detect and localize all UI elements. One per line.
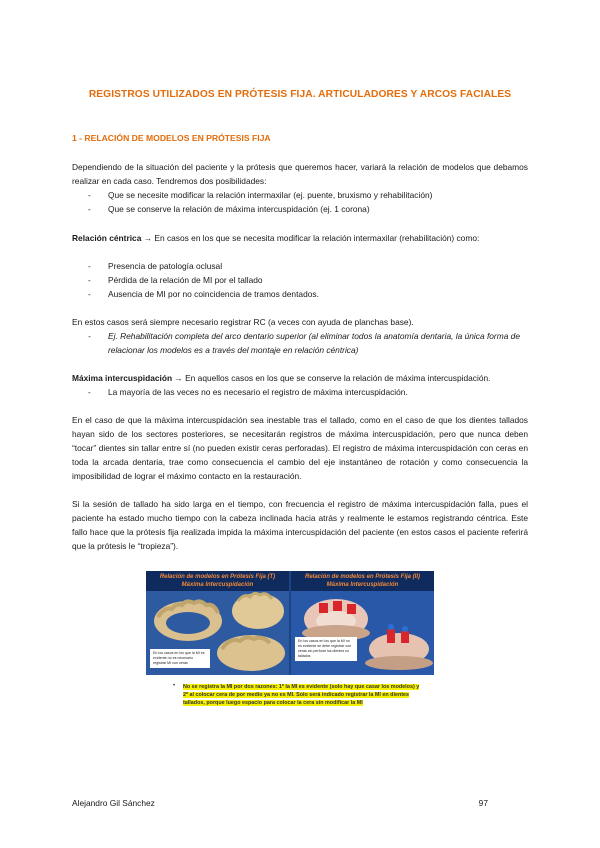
rc-list <box>72 259 528 301</box>
figure-panel-left <box>146 571 289 675</box>
list-item: - Que se necesite modificar la relación intermaxilar (ej. puente, bruxismo y rehabilitación) <box>72 188 528 202</box>
figure-panel-right <box>291 571 434 675</box>
footer-author: Alejandro Gil Sánchez <box>72 798 155 808</box>
panel-caption: En los casos en los que la MI es evidente no es necesario registrar MI con ceras <box>150 649 210 668</box>
document-title: REGISTROS UTILIZADOS EN PRÓTESIS FIJA. ARTICULADORES Y ARCOS FACIALES <box>88 89 512 100</box>
arrow-icon: → <box>174 373 183 383</box>
list-item: - Ausencia de MI por no coincidencia de tramos dentados. <box>72 287 528 301</box>
rc-example-list <box>72 329 528 357</box>
figure-models <box>146 571 434 675</box>
bullet-icon: • <box>173 683 176 689</box>
rc-text: En casos en los que se necesita modificar la relación intermaxilar (rehabilitación) como: <box>154 233 480 243</box>
arrow-icon: → <box>143 233 153 243</box>
section-heading: 1 - RELACIÓN DE MODELOS EN PRÓTESIS FIJA <box>72 133 271 143</box>
rc-note: En estos casos será siempre necesario registrar RC (a veces con ayuda de planchas base). <box>72 317 414 327</box>
paragraph-long-session: Si la sesión de tallado ha sido larga en el tiempo, con frecuencia el registro de máxima intercuspidación falla, pues el paciente ha estado mucho tiempo con la cabeza inclinada hacia atrás y realmente le estamos registrando céntrica. Este fallo hace que la prótesis fija realizada impida la máxima intercuspidación del paciente (en estos casos el paciente referirá que la prótesis le “tropieza”). <box>72 499 528 551</box>
list-item: - Ej. Rehabilitación completa del arco dentario superior (al eliminar todos la anatomía dentaria, la única forma de relacionar los modelos es a través del montaje en relación céntrica) <box>72 329 528 357</box>
page-footer <box>72 798 528 808</box>
mi-paragraph <box>72 371 528 385</box>
mi-label: Máxima intercuspidación <box>72 373 173 383</box>
panel-header: Relación de modelos en Prótesis Fija (II) Máxima Intercuspidación <box>291 571 434 591</box>
highlighted-note: No se registra la MI por dos razones: 1º la MI es evidente (solo hay que casar los modelos) y 2º al colocar cera de por medio ya no es MI. Solo será indicado registrar la MI en dientes tallados, porque luego espacio para colocar la cera sin modificar la MI <box>183 684 420 706</box>
panel-caption: En los casos en los que la MI no es evidente se debe registrar con ceras sin perforar los dientes no tallados <box>295 637 357 661</box>
mi-text: En aquellos casos en los que se conserve la relación de máxima intercuspidación. <box>185 373 491 383</box>
list-item: - Que se conserve la relación de máxima intercuspidación (ej. 1 corona) <box>72 202 528 216</box>
rc-label: Relación céntrica <box>72 233 142 243</box>
rc-paragraph <box>72 231 528 245</box>
intro-list <box>72 188 528 216</box>
list-item: - Pérdida de la relación de MI por el tallado <box>72 273 528 287</box>
list-item: - La mayoría de las veces no es necesario el registro de máxima intercuspidación. <box>72 385 528 399</box>
paragraph-unstable-mi: En el caso de que la máxima intercuspidación sea inestable tras el tallado, como en el caso de que los dientes tallados hayan sido de los sectores posteriores, se necesitarán registros de máxima intercuspidación, pero que nunca deben “tocar” dientes sin tallar entre sí (no pueden existir ceras perforadas). El registro de máxima intercuspidación con ceras en toda la arcada dentaria, trae como consecuencia el cambio del eje instantáneo de rotación y como consecuencia la imposibilidad de lograr el máximo contacto en la restauración. <box>72 415 528 481</box>
panel-header: Relación de modelos en Prótesis Fija (T) Máxima Intercuspidación <box>146 571 289 591</box>
mi-list <box>72 385 528 399</box>
list-item: - Presencia de patología oclusal <box>72 259 528 273</box>
figure-note <box>183 683 421 707</box>
page-number: 97 <box>478 798 488 808</box>
intro-paragraph: Dependiendo de la situación del paciente y la prótesis que queremos hacer, variará la relación de modelos que debamos realizar en cada caso. Tendremos dos posibilidades: <box>72 162 528 186</box>
